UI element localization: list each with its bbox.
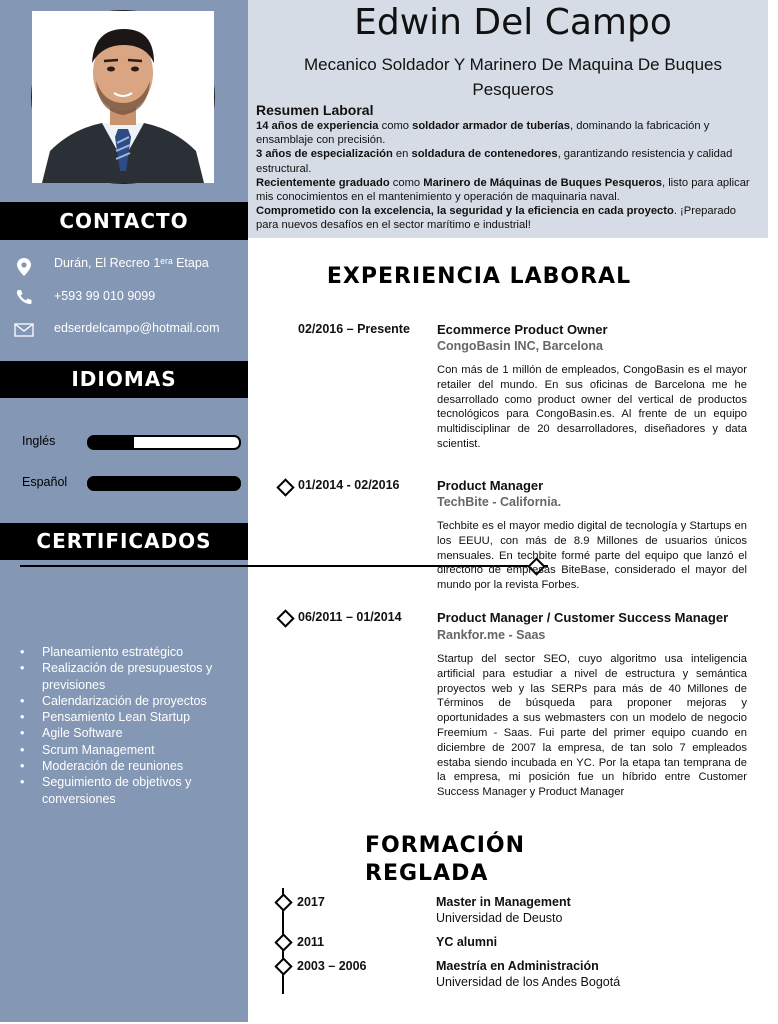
list-item: • Calendarización de proyectos: [20, 693, 230, 709]
job-date: 06/2011 – 01/2014: [298, 610, 402, 624]
location-pin-icon: [16, 257, 32, 281]
mail-icon: [14, 322, 34, 341]
timeline-diamond-icon: [276, 609, 294, 627]
job-description: Con más de 1 millón de empleados, CongoBasin es el mayor retailer del mundo. En sus oficinas de Barcelona me he desarrollado como product owner del vertical de productos tecnológicos para CongoBasin.es. Al frente de un equipo multidisciplinar de 20 desarrolladores, diseñadores y data scientist.: [437, 364, 747, 450]
job-company: TechBite - California.: [437, 495, 562, 509]
experience-heading: EXPERIENCIA LABORAL: [326, 264, 632, 289]
education-year: 2003 – 2006: [297, 959, 367, 973]
summary-title: Resumen Laboral: [256, 102, 374, 118]
language-level-fill: [89, 437, 134, 448]
timeline-diamond-icon: [276, 478, 294, 496]
job-company: CongoBasin INC, Barcelona: [437, 339, 603, 353]
summary-line: Recientemente graduado como Marinero de Máquinas de Buques Pesqueros, listo para aplicar mis conocimientos en el mantenimiento y operación de maquinaria naval.: [256, 176, 750, 204]
profile-photo: [31, 10, 215, 184]
list-item: • Planeamiento estratégico: [20, 644, 230, 660]
list-item: • Seguimiento de objetivos y conversiones: [20, 774, 230, 807]
list-item: • Moderación de reuniones: [20, 758, 230, 774]
contact-heading: CONTACTO: [0, 202, 248, 240]
job-company: Rankfor.me - Saas: [437, 628, 546, 642]
contact-address: Durán, El Recreo 1ᵉʳᵃ Etapa: [54, 256, 209, 270]
timeline-diamond-icon: [274, 893, 292, 911]
contact-phone[interactable]: +593 99 010 9099: [54, 289, 156, 303]
education-year: 2017: [297, 895, 325, 909]
summary-line: 14 años de experiencia como soldador armador de tuberías, dominando la fabricación y ensamblaje con precisión.: [256, 120, 710, 147]
timeline-diamond-icon: [274, 957, 292, 975]
phone-icon: [15, 289, 33, 309]
education-degree: YC alumni: [436, 935, 498, 949]
summary-line: 3 años de especialización en soldadura de contenedores, garantizando resistencia y calidad estructural.: [256, 148, 733, 175]
education-school: Universidad de los Andes Bogotá: [436, 975, 621, 989]
job-title: Product Manager / Customer Success Manager: [437, 610, 729, 625]
education-degree: Maestría en Administración: [436, 959, 599, 973]
profile-role: Mecanico Soldador Y Marinero De Maquina De Buques Pesqueros: [303, 55, 722, 99]
list-item: • Agile Software: [20, 725, 230, 741]
language-level-bar: [87, 476, 241, 491]
profile-name: Edwin Del Campo: [354, 2, 672, 43]
job-date: 01/2014 - 02/2016: [298, 478, 400, 492]
list-item: • Realización de presupuestos y previsiones: [20, 660, 230, 693]
job-description: Startup del sector SEO, cuyo algoritmo usa inteligencia artificial para estudiar a nivel de estructura y semántica proyectos web y las SERPs para más de 40 Millones de Términos de búsqueda para proponer mejoras y oportunidades a sus webmasters con un modelo de negocio Freemium - Saas. Fui parte del primer equipo cuando en diciembre de 2007 la empresa, de tan solo 7 empleados estaba siendo incubada en YC. Por la etapa tan temprana de la empresa, mi posición fue un híbrido entre Customer Success Manager y Product Manager: [437, 653, 747, 799]
summary-text: [256, 119, 761, 233]
language-level-fill: [89, 478, 239, 489]
language-name: Español: [22, 475, 68, 489]
language-name: Inglés: [22, 434, 56, 448]
avatar: [32, 11, 214, 183]
job-title: Ecommerce Product Owner: [437, 322, 608, 337]
education-heading: FORMACIÓN REGLADA: [365, 833, 526, 886]
list-item: • Pensamiento Lean Startup: [20, 709, 230, 725]
education-degree: Master in Management: [436, 895, 571, 909]
job-title: Product Manager: [437, 478, 544, 493]
list-item: • Scrum Management: [20, 742, 230, 758]
certificates-heading: CERTIFICADOS: [0, 523, 248, 560]
job-date: 02/2016 – Presente: [298, 322, 410, 336]
timeline-diamond-icon: [274, 933, 292, 951]
education-school: Universidad de Deusto: [436, 911, 563, 925]
education-year: 2011: [297, 935, 325, 949]
summary-line: Comprometido con la excelencia, la seguridad y la eficiencia en cada proyecto. ¡Preparado para nuevos desafíos en el sector marítimo e industrial!: [256, 205, 737, 232]
skills-list: [20, 644, 230, 807]
languages-heading: IDIOMAS: [0, 361, 248, 398]
contact-email[interactable]: edserdelcampo@hotmail.com: [54, 321, 220, 335]
language-level-bar: [87, 435, 241, 450]
job-description: Techbite es el mayor medio digital de tecnología y Startups en los EEUU, con más de 8.9 Millones de usuarios únicos mensuales. En techbite formé parte del equipo que lanzó el directorio de empresas BiteBase, considerado el mayor del mundo por la revista Forbes.: [437, 520, 747, 592]
